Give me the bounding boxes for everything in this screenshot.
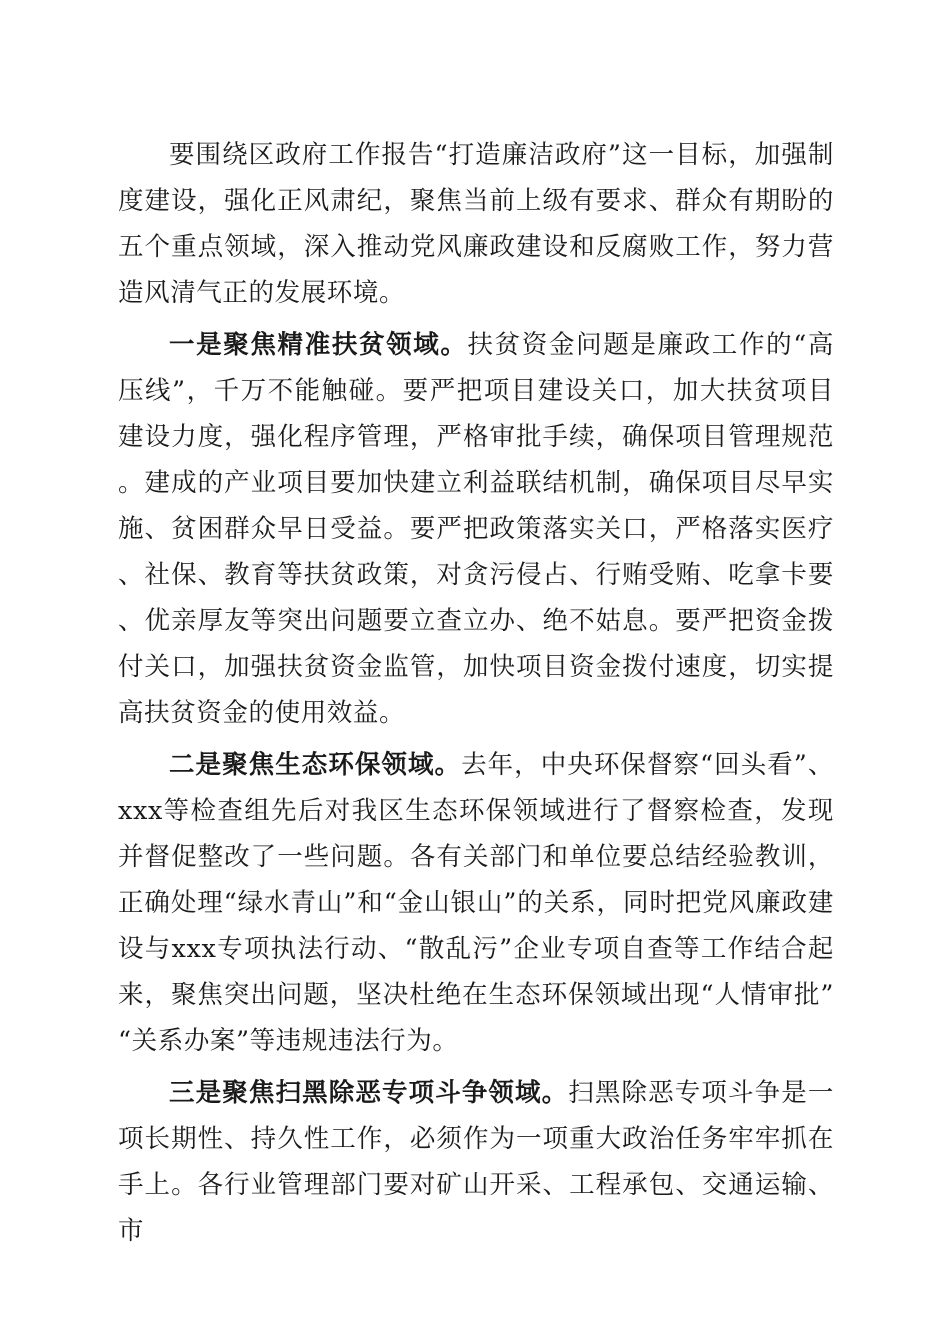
section-paragraph-environment [118, 742, 834, 1064]
section-heading-poverty: 一是聚焦精准扶贫领域。 [169, 330, 468, 360]
section-paragraph-anti-crime [118, 1070, 834, 1254]
section-text-poverty: 扶贫资金问题是廉政工作的“高压线”，千万不能触碰。要严把项目建设关口，加大扶贫项目建设力度，强化程序管理，严格审批手续，确保项目管理规范。建成的产业项目要加快建立利益联结机制，确保项目尽早实施、贫困群众早日受益。要严把政策落实关口，严格落实医疗、社保、教育等扶贫政策，对贪污侵占、行贿受贿、吃拿卡要、优亲厚友等突出问题要立查立办、绝不姑息。要严把资金拨付关口，加强扶贫资金监管，加快项目资金拨付速度，切实提高扶贫资金的使用效益。 [118, 330, 835, 728]
section-text-environment: 去年，中央环保督察“回头看”、xxx等检查组先后对我区生态环保领域进行了督察检查，发现并督促整改了一些问题。各有关部门和单位要总结经验教训，正确处理“绿水青山”和“金山银山”的关系，同时把党风廉政建设与xxx专项执法行动、“散乱污”企业专项自查等工作结合起来，聚焦突出问题，坚决杜绝在生态环保领域出现“人情审批”“关系办案”等违规违法行为。 [118, 750, 834, 1056]
intro-text: 要围绕区政府工作报告“打造廉洁政府”这一目标，加强制度建设，强化正风肃纪，聚焦当前上级有要求、群众有期盼的五个重点领域，深入推动党风廉政建设和反腐败工作，努力营造风清气正的发展环境。 [118, 140, 834, 308]
section-heading-anti-crime: 三是聚焦扫黑除恶专项斗争领域。 [169, 1078, 569, 1108]
section-text-anti-crime: 扫黑除恶专项斗争是一项长期性、持久性工作，必须作为一项重大政治任务牢牢抓在手上。各行业管理部门要对矿山开采、工程承包、交通运输、市 [118, 1078, 834, 1246]
document-body [118, 132, 834, 1254]
section-paragraph-poverty [118, 322, 834, 736]
section-heading-environment: 二是聚焦生态环保领域。 [169, 750, 462, 780]
intro-paragraph [118, 132, 834, 316]
